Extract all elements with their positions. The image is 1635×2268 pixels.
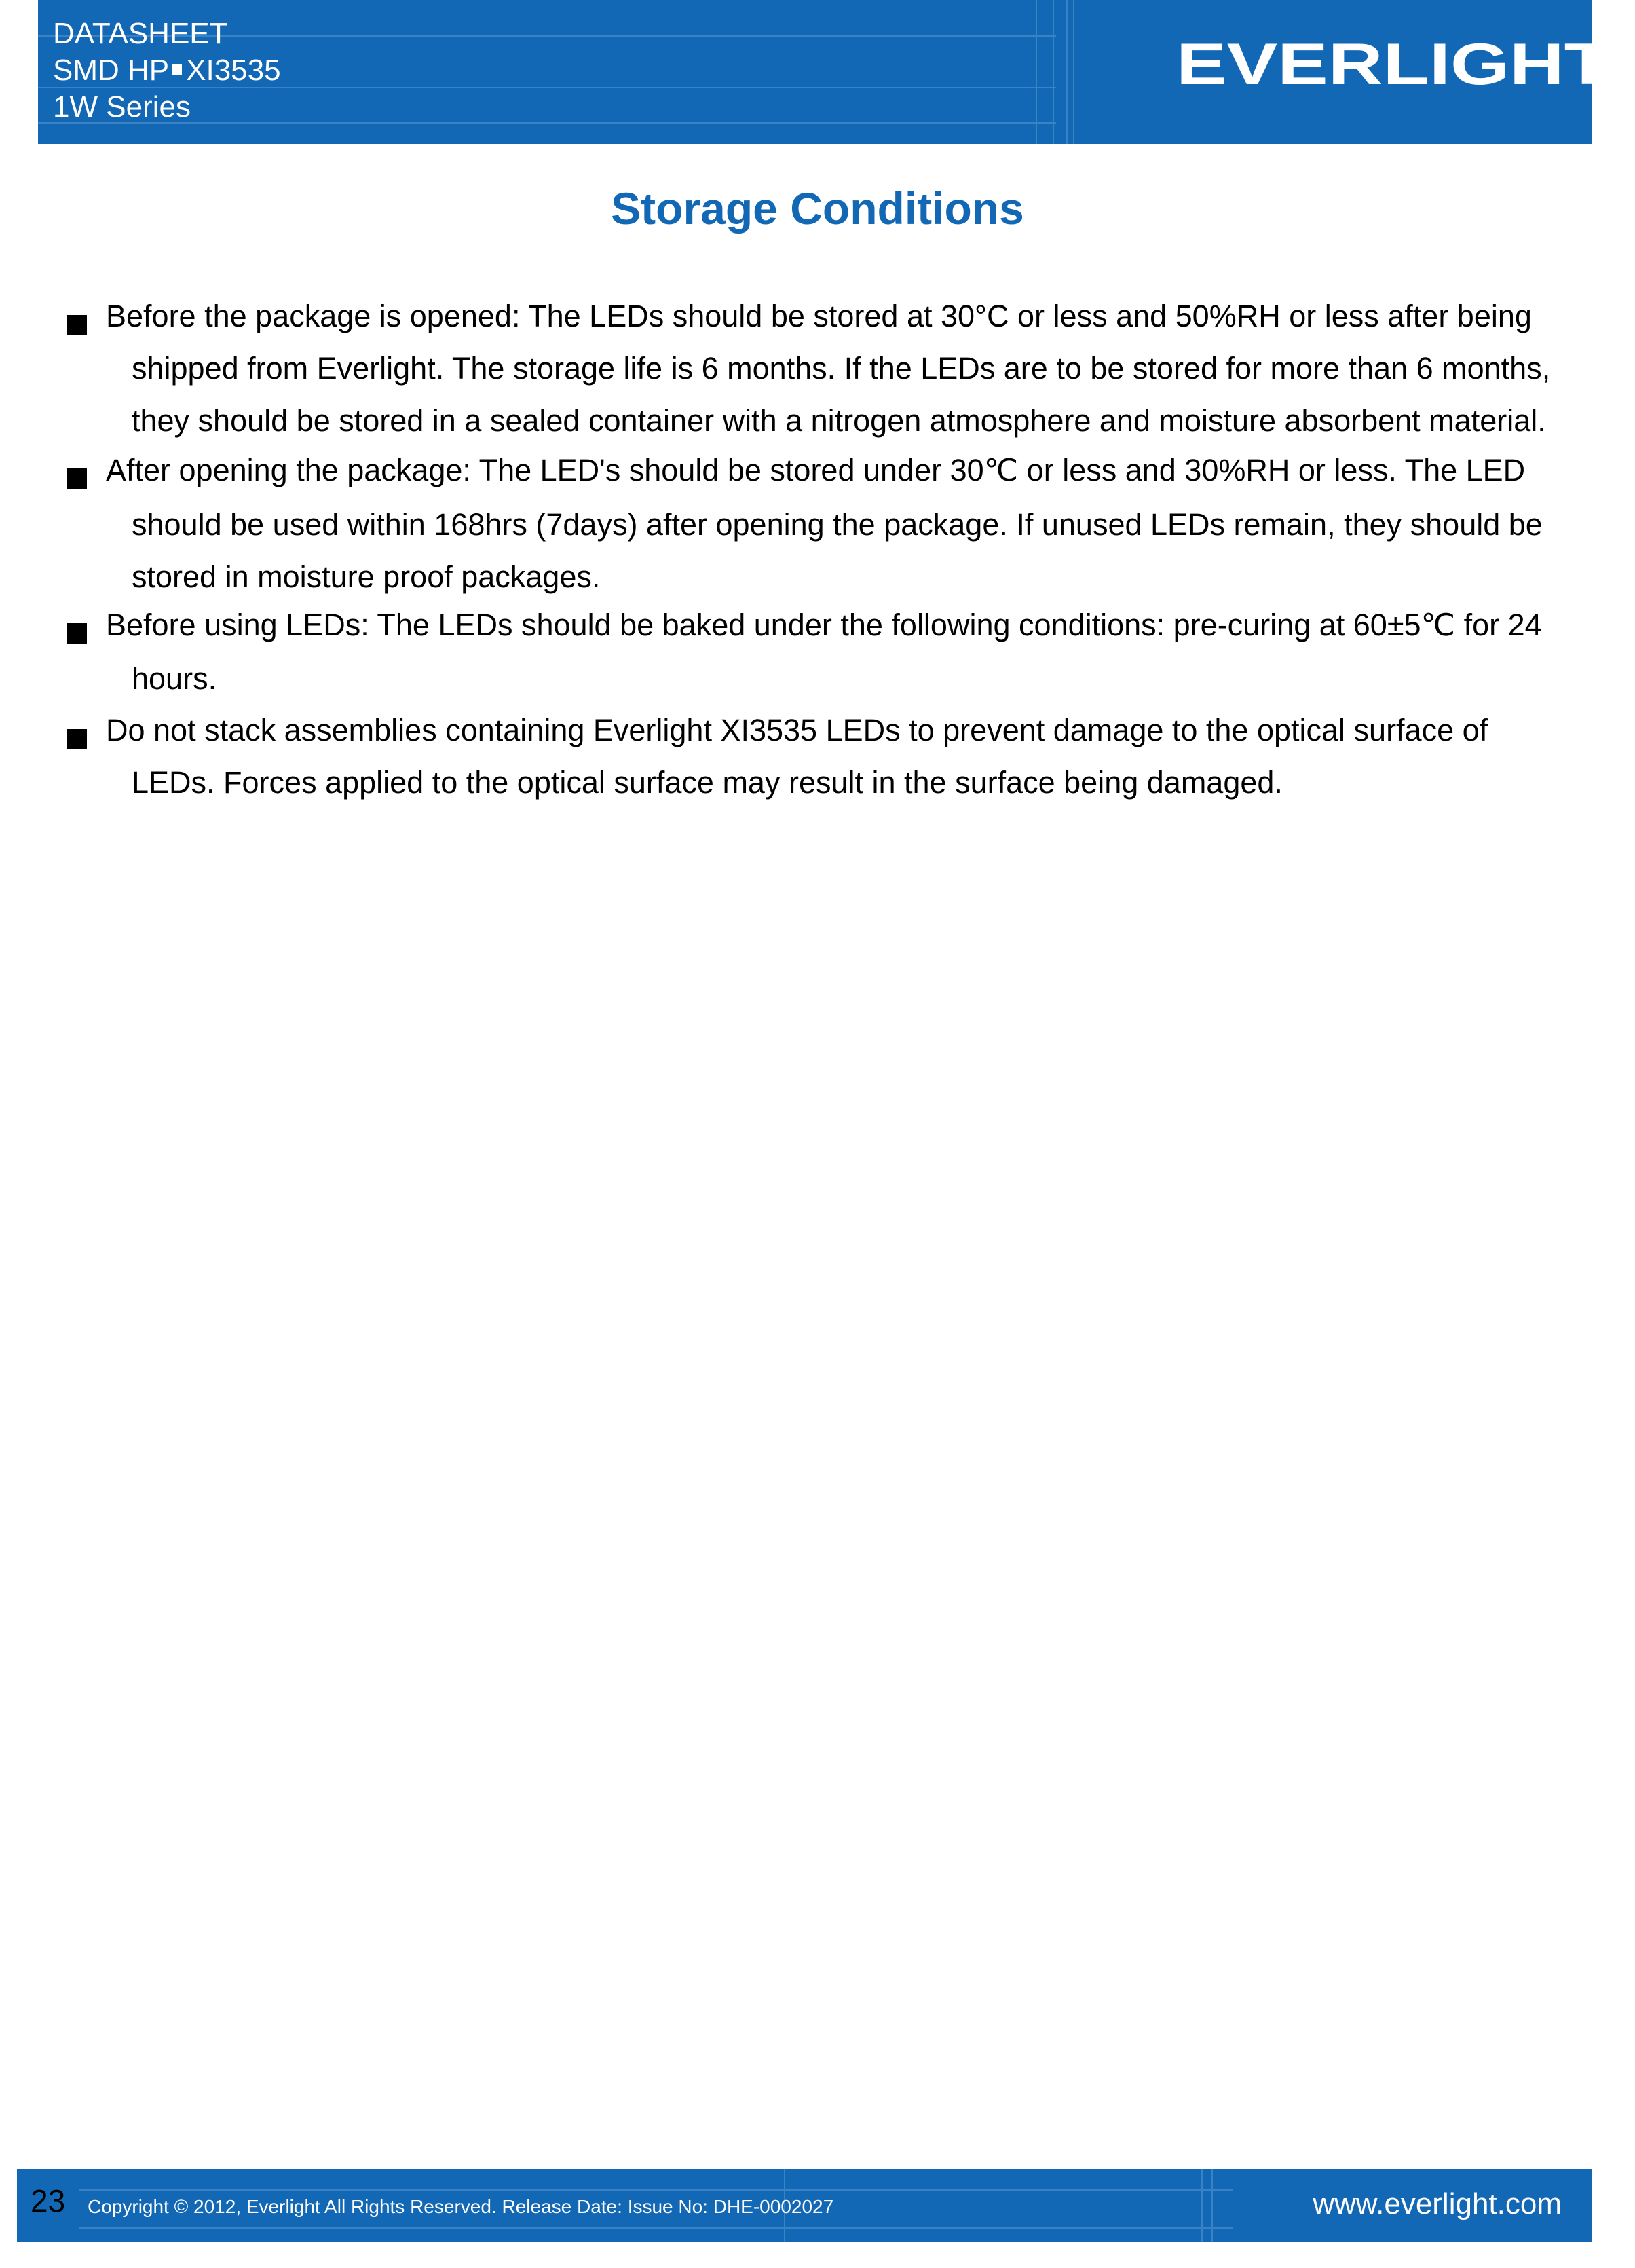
square-bullet-icon [67, 729, 87, 749]
square-bullet-icon [172, 64, 182, 75]
footer-grid-line [79, 2227, 1233, 2229]
square-bullet-icon [67, 623, 87, 644]
list-item-line: shipped from Everlight. The storage life is 6 months. If the LEDs are to be stored for more than 6 months, [132, 351, 1551, 386]
footer-grid-line [1211, 2169, 1213, 2242]
copyright-notice: Copyright © 2012, Everlight All Rights Reserved. Release Date: Issue No: DHE-0002027 [88, 2196, 834, 2217]
footer-grid-line [79, 2189, 1233, 2191]
list-item-line: they should be stored in a sealed container with a nitrogen atmosphere and moisture absorbent material. [132, 403, 1546, 438]
header-banner [38, 0, 1611, 144]
square-bullet-icon [67, 315, 87, 335]
square-bullet-icon [67, 468, 87, 489]
header-grid-line [38, 122, 1056, 124]
list-item-line: hours. [132, 661, 217, 696]
footer-grid-line [1201, 2169, 1203, 2242]
header-series: 1W Series [53, 90, 191, 124]
header-grid-line [1066, 0, 1068, 144]
header-product-model: XI3535 [186, 54, 281, 87]
list-item-line: Before using LEDs: The LEDs should be baked under the following conditions: pre-curing at 60±5℃ for 24 [106, 608, 1542, 642]
list-item-line: Before the package is opened: The LEDs should be stored at 30°C or less and 50%RH or less after being [106, 299, 1532, 333]
list-item-line: stored in moisture proof packages. [132, 559, 601, 594]
header-product-line [53, 53, 281, 88]
logo-wordmark: EVERLIGHT [1176, 37, 1611, 91]
list-item-line: After opening the package: The LED's should be stored under 30℃ or less and 30%RH or less. The LED [106, 453, 1526, 487]
header-grid-line [1036, 0, 1037, 144]
header-doc-type: DATASHEET [53, 17, 228, 50]
website-link[interactable]: www.everlight.com [1313, 2187, 1562, 2220]
list-item-line: Do not stack assemblies containing Everlight XI3535 LEDs to prevent damage to the optical surface of [106, 713, 1488, 747]
list-item-line: should be used within 168hrs (7days) after opening the package. If unused LEDs remain, they should be [132, 507, 1543, 542]
header-grid-line [1073, 0, 1074, 144]
page-title: Storage Conditions [611, 183, 1024, 234]
page-number-box [17, 2169, 79, 2242]
header-grid-line [1053, 0, 1054, 144]
footer-banner [17, 2169, 1592, 2242]
everlight-logo [1175, 37, 1611, 91]
list-item-line: LEDs. Forces applied to the optical surface may result in the surface being damaged. [132, 765, 1283, 800]
page-number: 23 [31, 2183, 66, 2218]
header-product-prefix: SMD HP [53, 54, 170, 87]
